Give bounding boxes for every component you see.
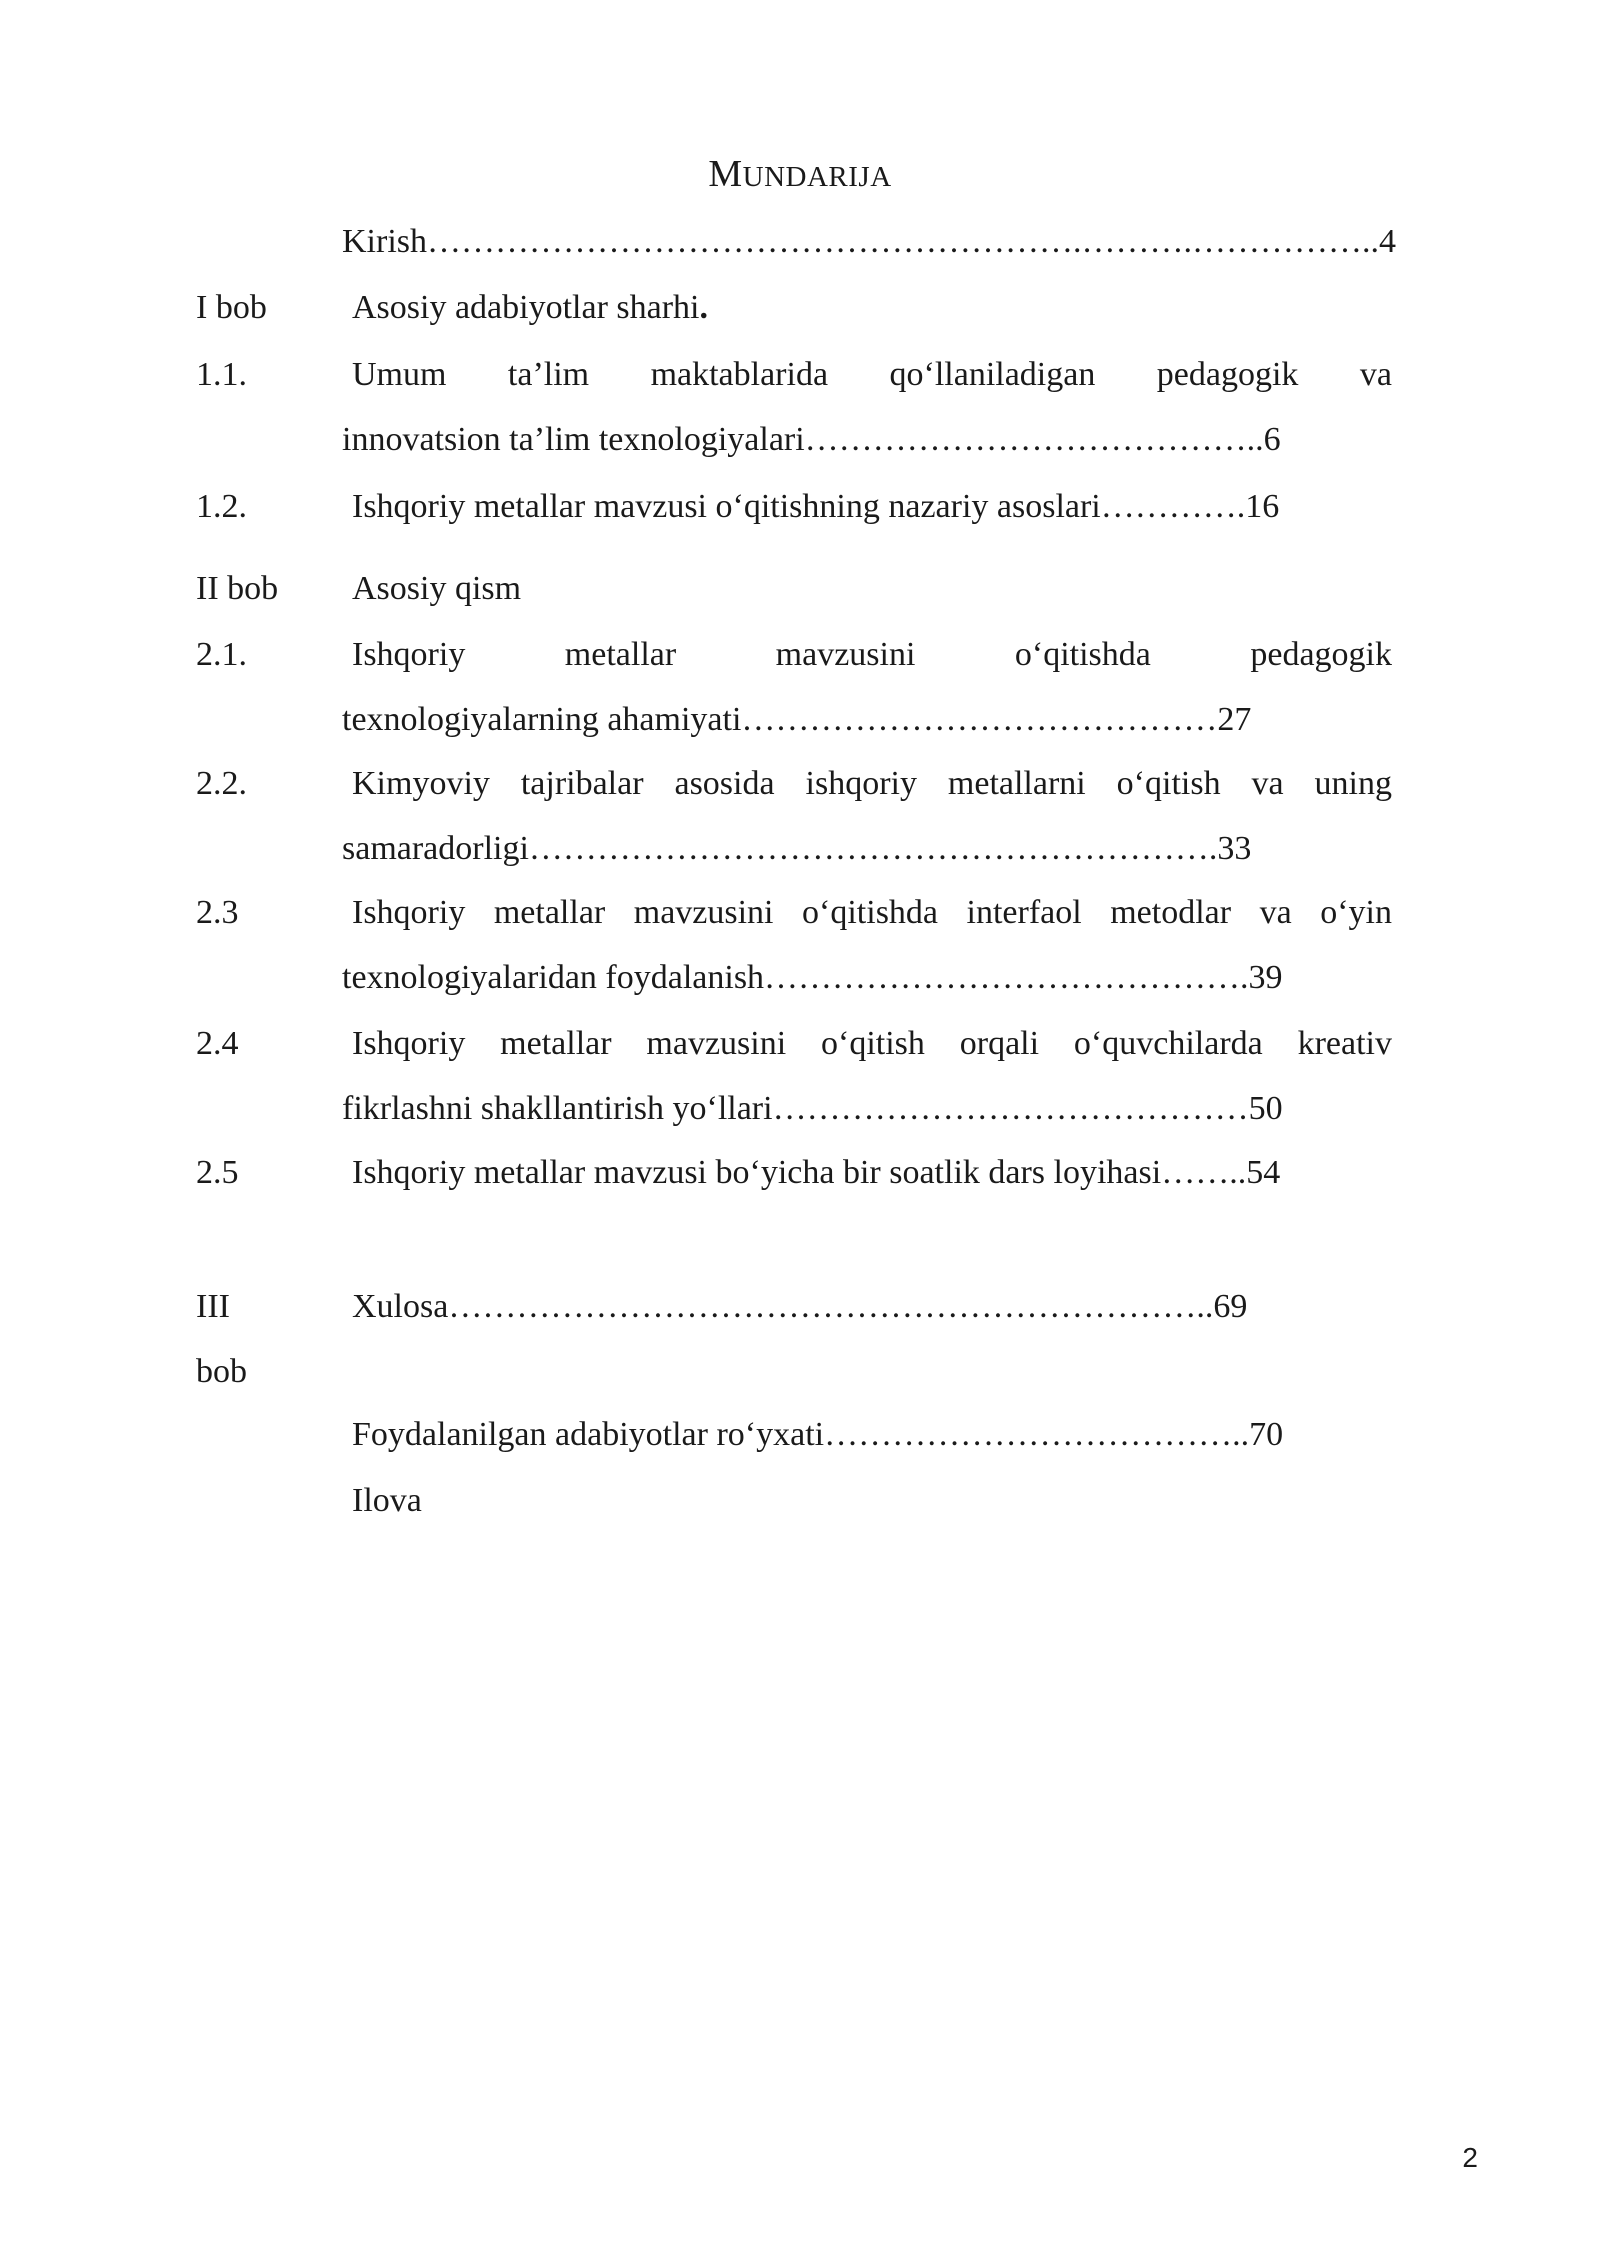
toc-entry-bob1-text: Asosiy adabiyotlar sharhi — [352, 289, 700, 326]
toc-num-2-3: 2.3 — [196, 894, 239, 931]
page-title — [0, 152, 1600, 196]
toc-num-1-2: 1.2. — [196, 488, 247, 525]
toc-entry-bob1-dot: . — [699, 289, 708, 326]
page-number: 2 — [1462, 2142, 1478, 2173]
toc-num-bob3-line1: III — [196, 1288, 230, 1325]
toc-entry-bob2: Asosiy qism — [352, 570, 522, 607]
toc-num-bob1: I bob — [196, 289, 267, 326]
toc-entry-2-5: Ishqoriy metallar mavzusi bo‘yicha bir soatlik dars loyihasi……..54 — [352, 1154, 1281, 1191]
toc-entry-adabiyotlar: Foydalanilgan adabiyotlar ro‘yxati………………………………..70 — [352, 1416, 1284, 1453]
toc-entry-2-4-line2: fikrlashni shakllantirish yo‘llari……………………………………50 — [342, 1090, 1283, 1127]
toc-entry-2-3-line1: Ishqoriy metallar mavzusini o‘qitishda interfaol metodlar va o‘yin — [352, 894, 1392, 931]
toc-num-bob3-line2: bob — [196, 1353, 247, 1390]
toc-num-bob2: II bob — [196, 570, 279, 607]
toc-num-2-1: 2.1. — [196, 636, 247, 673]
toc-entry-2-1-line1: Ishqoriy metallar mavzusini o‘qitishda pedagogik — [352, 636, 1392, 673]
toc-num-2-5: 2.5 — [196, 1154, 239, 1191]
toc-entry-2-2-line1: Kimyoviy tajribalar asosida ishqoriy metallarni o‘qitish va uning — [352, 765, 1392, 802]
toc-num-2-4: 2.4 — [196, 1025, 239, 1062]
title-rest: UNDARIJA — [742, 161, 892, 193]
toc-entry-2-3-line2: texnologiyalaridan foydalanish…………………………………….39 — [342, 959, 1283, 996]
toc-entry-1-1-line1: Umum ta’lim maktablarida qo‘llaniladigan pedagogik va — [352, 356, 1392, 393]
toc-entry-ilova: Ilova — [352, 1482, 422, 1519]
toc-entry-2-2-line2: samaradorligi…………………………………………………….33 — [342, 830, 1252, 867]
toc-entry-1-2: Ishqoriy metallar mavzusi o‘qitishning nazariy asoslari………….16 — [352, 488, 1280, 525]
toc-num-2-2: 2.2. — [196, 765, 247, 802]
toc-num-1-1: 1.1. — [196, 356, 247, 393]
toc-entry-bob1 — [352, 288, 708, 328]
title-first-letter: M — [708, 153, 743, 195]
toc-entry-2-4-line1: Ishqoriy metallar mavzusini o‘qitish orqali o‘quvchilarda kreativ — [352, 1025, 1392, 1062]
toc-entry-xulosa: Xulosa…………………………………………………………..69 — [352, 1288, 1248, 1325]
toc-entry-2-1-line2: texnologiyalarning ahamiyati……………………………………27 — [342, 701, 1252, 738]
toc-entry-1-1-line2: innovatsion ta’lim texnologiyalari…………………………………..6 — [342, 421, 1281, 458]
toc-entry-kirish: Kirish………………………………………………….……….……………..4 — [342, 223, 1396, 260]
